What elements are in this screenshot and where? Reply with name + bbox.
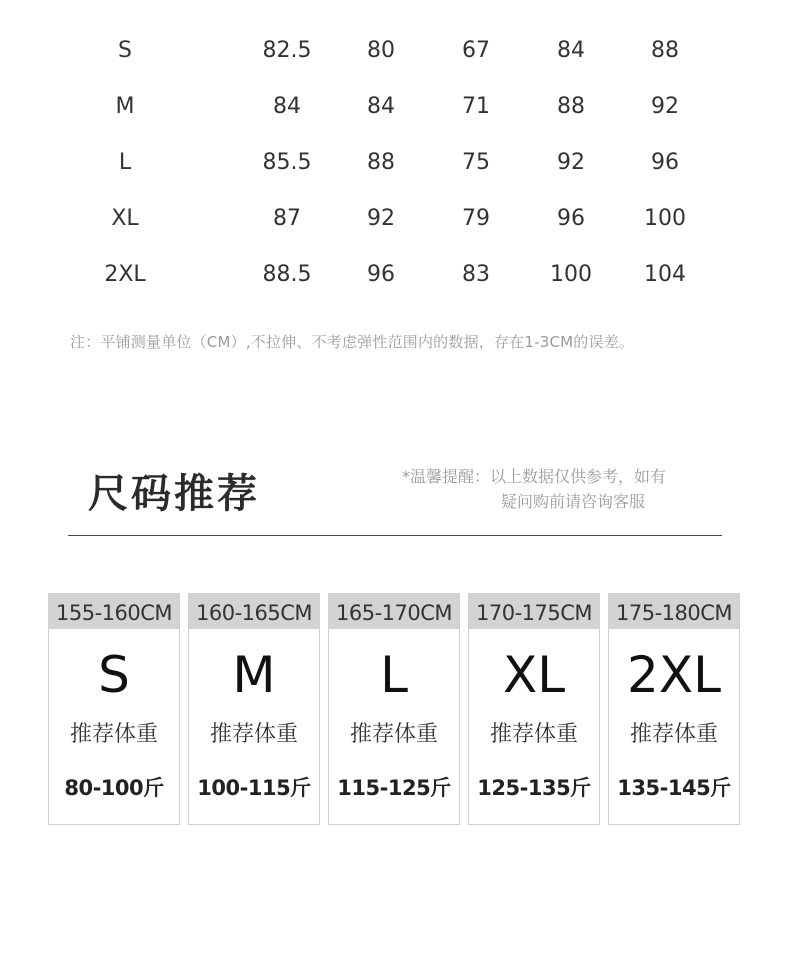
measure-cell: 83 <box>462 262 490 287</box>
card-size: XL <box>502 646 566 704</box>
card-weight: 80-100斤 <box>64 776 164 800</box>
card-weight-label: 推荐体重 <box>489 722 578 747</box>
card-weight-label: 推荐体重 <box>209 722 298 747</box>
measure-cell: 100 <box>644 206 686 231</box>
measure-cell: 84 <box>273 94 301 119</box>
table-row <box>0 246 790 302</box>
card-size: M <box>232 646 276 704</box>
card-size: L <box>380 646 408 704</box>
measure-cell: 92 <box>367 206 395 231</box>
size-cell: L <box>118 150 132 175</box>
card-size: 2XL <box>627 646 721 704</box>
tip-text <box>402 464 666 514</box>
size-cell: XL <box>111 206 139 231</box>
card-weight: 125-135斤 <box>477 776 591 800</box>
table-row <box>0 134 790 190</box>
card-weight: 100-115斤 <box>197 776 311 800</box>
section-title: 尺码推荐 <box>88 471 260 517</box>
size-card <box>328 593 460 825</box>
table-row <box>0 78 790 134</box>
measure-cell: 67 <box>462 38 490 63</box>
measure-cell: 88 <box>651 38 679 63</box>
card-weight-label: 推荐体重 <box>349 722 438 747</box>
card-height-range: 165-170CM <box>329 594 459 629</box>
card-weight: 135-145斤 <box>617 776 731 800</box>
card-weight-label: 推荐体重 <box>69 722 158 747</box>
measure-cell: 79 <box>462 206 490 231</box>
measure-cell: 88 <box>367 150 395 175</box>
measure-cell: 87 <box>273 206 301 231</box>
card-weight-label: 推荐体重 <box>629 722 718 747</box>
card-height-range: 170-175CM <box>469 594 599 629</box>
measure-cell: 80 <box>367 38 395 63</box>
measurement-note: 注：平铺测量单位（CM）,不拉伸、不考虑弹性范围内的数据，存在1-3CM的误差。 <box>70 333 635 351</box>
size-cell: S <box>118 38 132 63</box>
card-size: S <box>98 646 130 704</box>
size-card <box>48 593 180 825</box>
size-table <box>0 22 790 302</box>
measure-cell: 84 <box>367 94 395 119</box>
measure-cell: 82.5 <box>262 38 312 63</box>
measure-cell: 104 <box>644 262 686 287</box>
card-height-range: 155-160CM <box>49 594 179 629</box>
table-row <box>0 190 790 246</box>
measure-cell: 88.5 <box>262 262 312 287</box>
measure-cell: 88 <box>557 94 585 119</box>
measure-cell: 84 <box>557 38 585 63</box>
measure-cell: 92 <box>557 150 585 175</box>
size-cell: 2XL <box>104 262 146 287</box>
card-height-range: 175-180CM <box>609 594 739 629</box>
measure-cell: 71 <box>462 94 490 119</box>
table-row <box>0 22 790 78</box>
tip-line-1: *温馨提醒：以上数据仅供参考，如有 <box>402 467 667 486</box>
tip-line-2: 疑问购前请咨询客服 <box>501 492 646 511</box>
measure-cell: 96 <box>557 206 585 231</box>
size-card <box>188 593 320 825</box>
size-card <box>468 593 600 825</box>
measure-cell: 92 <box>651 94 679 119</box>
card-weight: 115-125斤 <box>337 776 451 800</box>
measure-cell: 75 <box>462 150 490 175</box>
divider <box>68 535 722 536</box>
measure-cell: 100 <box>550 262 592 287</box>
measure-cell: 85.5 <box>262 150 312 175</box>
card-height-range: 160-165CM <box>189 594 319 629</box>
measure-cell: 96 <box>651 150 679 175</box>
size-cell: M <box>115 94 135 119</box>
measure-cell: 96 <box>367 262 395 287</box>
size-card <box>608 593 740 825</box>
